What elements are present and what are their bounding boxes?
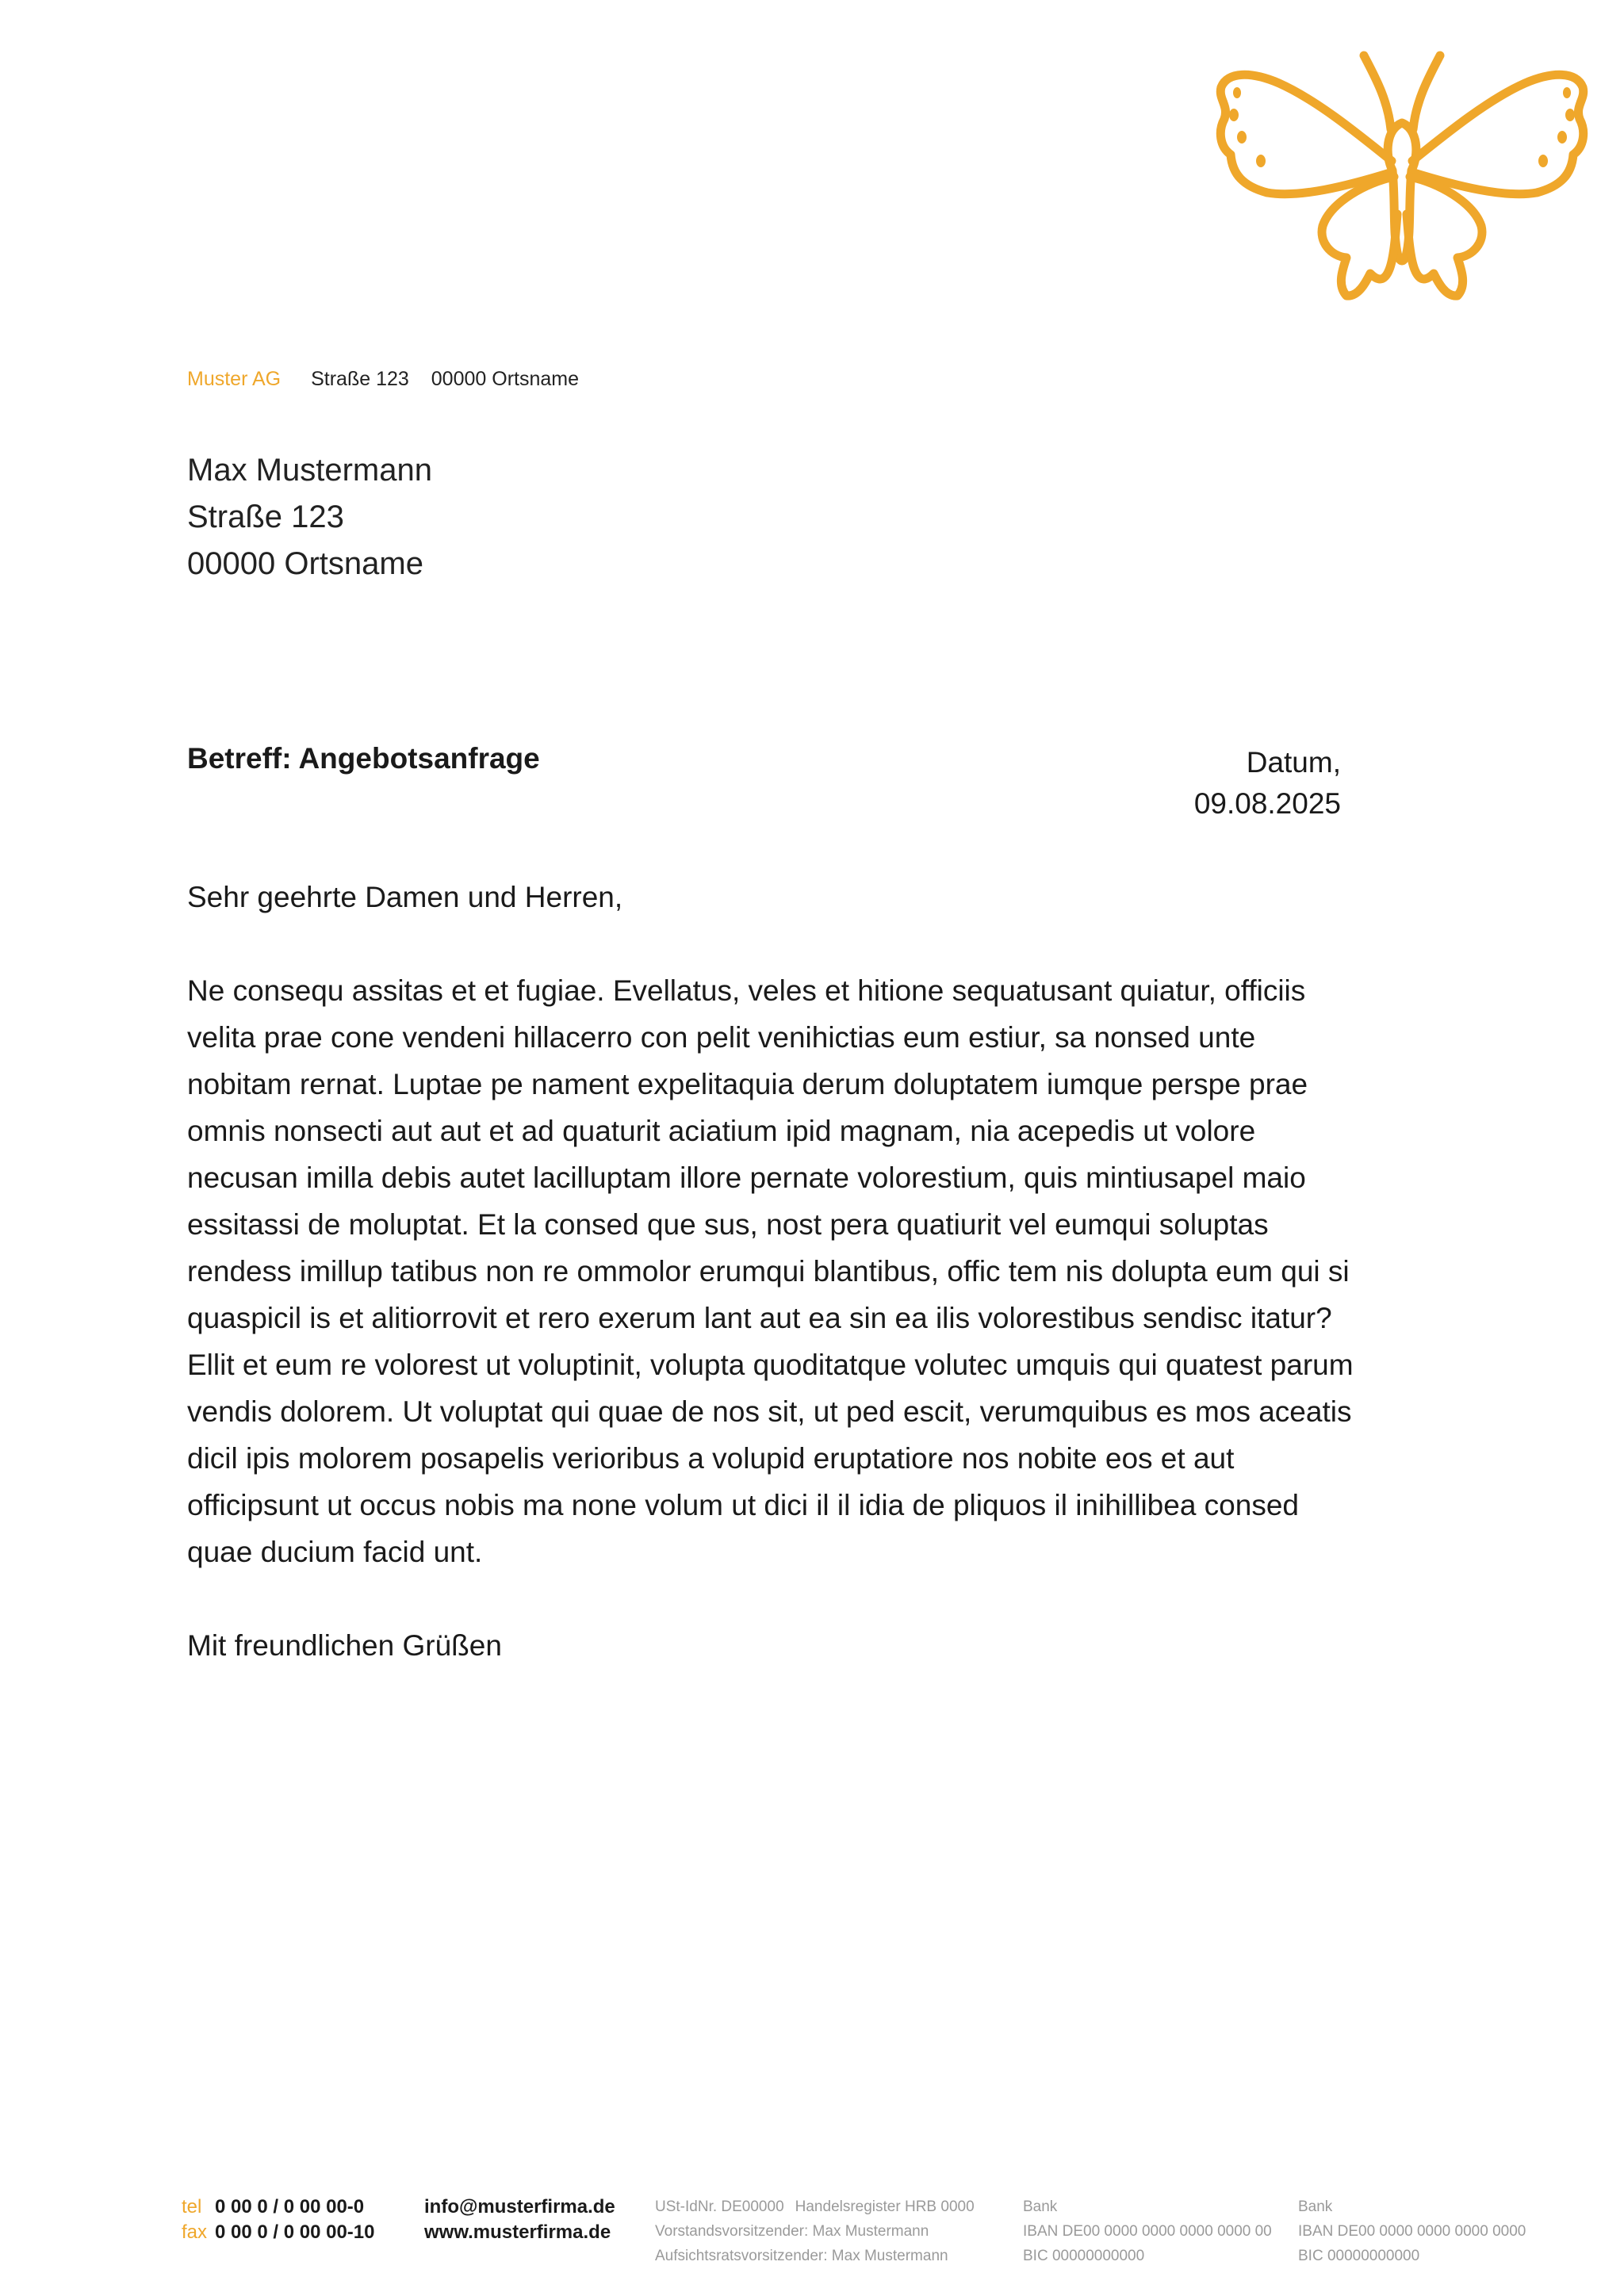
board-chair: Vorstandsvorsitzender: Max Mustermann xyxy=(655,2223,929,2240)
supervisory-chair: Aufsichtsratsvorsitzender: Max Mustermann xyxy=(655,2248,948,2264)
fax-number: 0 00 0 / 0 00 00-10 xyxy=(215,2221,375,2243)
sender-address-line xyxy=(187,368,579,391)
letter-body xyxy=(187,874,1361,1669)
body-paragraph: Ne consequ assitas et et fugiae. Evellatus, veles et hitione sequatusant quiatur, officiis velita prae cone vendeni hillacerro con pelit venihictias eum estiur, sa nonsed unte nobitam rernat. Luptae pe nament expelitaquia derum doluptatem iumque perspe prae omnis nonsecti aut aut et ad quaturit aciatium ipid magnam, nia acepedis ut volore necusan imilla debis autet lacilluptam illore pernate volorestium, quis mintiusapel maio essitassi de moluptat. Et la consed que sus, nost pera quatiurit vel eumqui soluptas rendess imillup tatibus non re ommolor erumqui blantibus, offic tem nis dolupta eum qui si quaspicil is et alitiorrovit et rero exerum lant aut ea sin ea ilis volorestibus sendisc itatur? Ellit et eum re volorest ut voluptinit, volupta quoditatque volutec umquis qui quatest parum vendis dolorem. Ut voluptat qui quae de nos sit, ut ped escit, verumquibus es mos aceatis dicil ipis molorem posapelis verioribus a volupid eruptatiore nos nobite eos et aut officipsunt ut occus nobis ma none volum ut dici il il idia de pliquos il inihillibea consed quae ducium facid unt. xyxy=(187,974,1354,1568)
sender-city: 00000 Ortsname xyxy=(431,368,579,390)
bank-1-iban: IBAN DE00 0000 0000 0000 0000 00 xyxy=(1023,2223,1272,2240)
salutation: Sehr geehrte Damen und Herren, xyxy=(187,881,623,913)
recipient-name: Max Mustermann xyxy=(187,453,432,488)
footer-bank-2 xyxy=(1298,2195,1526,2268)
bank-1-label: Bank xyxy=(1023,2198,1058,2215)
footer-legal-block xyxy=(655,2195,975,2268)
footer-phone-block xyxy=(182,2195,375,2245)
closing: Mit freundlichen Grüßen xyxy=(187,1629,502,1662)
bank-2-bic: BIC 00000000000 xyxy=(1298,2248,1420,2264)
recipient-address xyxy=(187,447,432,587)
subject-line: Betreff: Angebotsanfrage xyxy=(187,742,540,775)
trade-register: Handelsregister HRB 0000 xyxy=(795,2198,975,2215)
bank-2-iban: IBAN DE00 0000 0000 0000 0000 xyxy=(1298,2223,1526,2240)
ust-id: USt-IdNr. DE00000 xyxy=(655,2198,784,2215)
date-value: 09.08.2025 xyxy=(1193,787,1341,820)
fax-label: fax xyxy=(182,2221,208,2243)
footer xyxy=(0,2195,1624,2274)
email-link[interactable]: info@musterfirma.de xyxy=(424,2196,615,2218)
footer-bank-1 xyxy=(1023,2195,1272,2268)
recipient-street: Straße 123 xyxy=(187,499,344,534)
butterfly-icon xyxy=(1204,44,1600,313)
footer-web-block xyxy=(424,2195,615,2245)
sender-company: Muster AG xyxy=(187,368,282,390)
date-block xyxy=(1194,742,1341,825)
bank-2-label: Bank xyxy=(1298,2198,1333,2215)
tel-label: tel xyxy=(182,2196,202,2218)
sender-street: Straße 123 xyxy=(311,368,409,390)
bank-1-bic: BIC 00000000000 xyxy=(1023,2248,1145,2264)
tel-number[interactable]: 0 00 0 / 0 00 00-0 xyxy=(215,2196,365,2218)
recipient-city: 00000 Ortsname xyxy=(187,546,423,581)
website-link[interactable]: www.musterfirma.de xyxy=(424,2221,611,2243)
date-label: Datum, xyxy=(1246,746,1341,779)
